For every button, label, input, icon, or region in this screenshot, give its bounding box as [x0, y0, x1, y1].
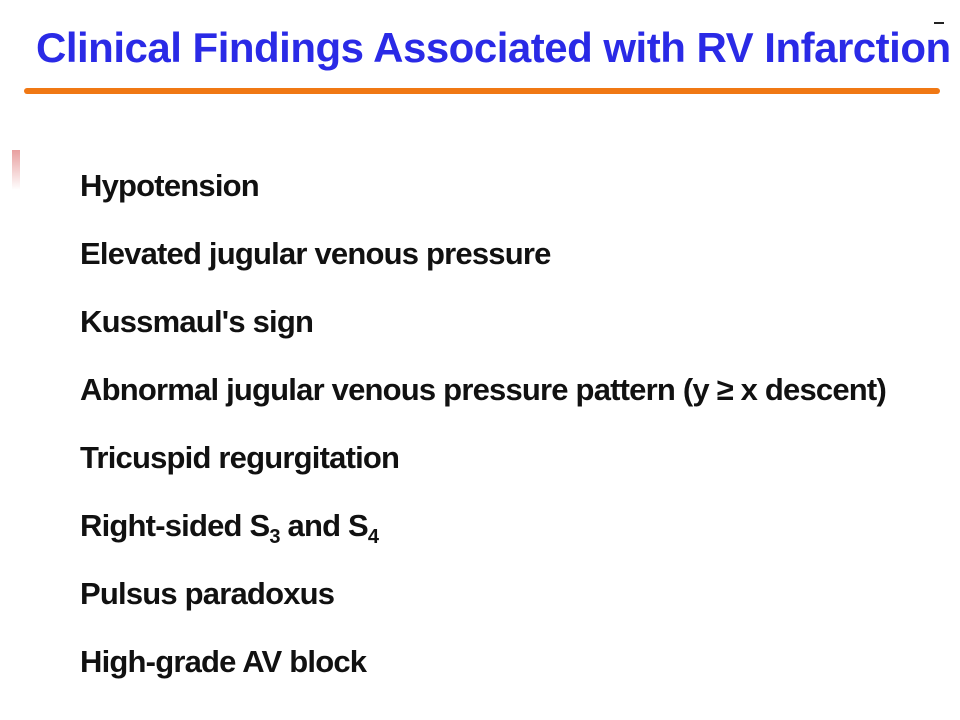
finding-s3-s4-prefix: Right-sided S [80, 508, 270, 543]
finding-elevated-jvp: Elevated jugular venous pressure [80, 236, 551, 271]
title-underline [24, 88, 940, 94]
finding-abnormal-jvp-pattern: Abnormal jugular venous pressure pattern (y ≥ x descent) [80, 372, 886, 407]
finding-high-grade-av-block: High-grade AV block [80, 644, 367, 679]
finding-pulsus-paradoxus: Pulsus paradoxus [80, 576, 335, 611]
left-accent-mark [12, 150, 20, 190]
finding-kussmaul-sign: Kussmaul's sign [80, 304, 314, 339]
finding-s3-s4-mid: and S [279, 508, 368, 543]
finding-hypotension: Hypotension [80, 168, 259, 203]
findings-list [80, 158, 886, 702]
slide-title: Clinical Findings Associated with RV Infarction [36, 24, 951, 71]
finding-s3-subscript: 3 [269, 526, 280, 549]
corner-mark [934, 22, 944, 24]
finding-right-sided-s3-s4 [80, 498, 886, 566]
finding-tricuspid-regurgitation: Tricuspid regurgitation [80, 440, 400, 475]
finding-s4-subscript: 4 [367, 526, 379, 549]
